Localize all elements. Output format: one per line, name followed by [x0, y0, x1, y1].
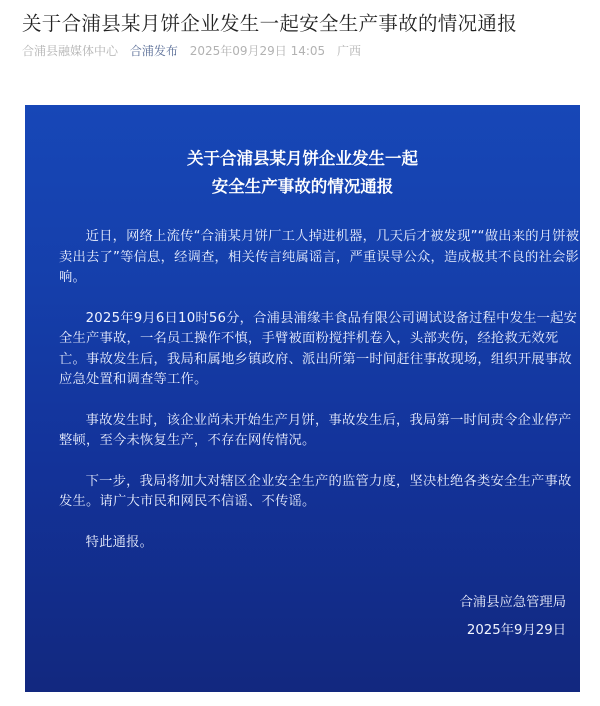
notice-title-line-1: 关于合浦县某月饼企业发生一起 — [187, 149, 418, 168]
notice-paragraph-5: 特此通报。 — [85, 534, 154, 550]
notice-image[interactable] — [25, 105, 580, 692]
meta-account-link[interactable]: 合浦发布 — [129, 44, 178, 58]
signature-issuer: 合浦县应急管理局 — [459, 595, 566, 610]
article-meta — [22, 42, 369, 59]
article-title: 关于合浦县某月饼企业发生一起安全生产事故的情况通报 — [22, 12, 518, 35]
notice-signature — [460, 589, 566, 645]
meta-location: 广西 — [337, 44, 362, 58]
notice-body — [59, 227, 581, 573]
notice-title-line-2: 安全生产事故的情况通报 — [211, 177, 394, 196]
signature-date: 2025年9月29日 — [466, 623, 566, 638]
notice-title — [25, 145, 580, 201]
meta-datetime: 2025年09月29日 14:05 — [189, 44, 326, 58]
notice-paragraph-1: 近日，网络上流传“合浦某月饼厂工人掉进机器，几天后才被发现”“做出来的月饼被卖出去了”等信息，经调查，相关传言纯属谣言，严重误导公众，造成极其不良的社会影响。 — [59, 229, 580, 285]
notice-paragraph-3: 事故发生时，该企业尚未开始生产月饼，事故发生后，我局第一时间责令企业停产整顿，至今未恢复生产，不存在网传情况。 — [59, 412, 572, 448]
meta-source: 合浦县融媒体中心 — [22, 44, 119, 58]
notice-paragraph-2: 2025年9月6日10时56分，合浦县浦缘丰食品有限公司调试设备过程中发生一起安全生产事故，一名员工操作不慎，手臂被面粉搅拌机卷入，头部夹伤，经抢救无效死亡。事故发生后，我局和属地乡镇政府、派出所第一时间赶往事故现场，组织开展事故应急处置和调查等工作。 — [59, 310, 578, 387]
notice-paragraph-4: 下一步，我局将加大对辖区企业安全生产的监管力度，坚决杜绝各类安全生产事故发生。请广大市民和网民不信谣、不传谣。 — [59, 473, 572, 509]
